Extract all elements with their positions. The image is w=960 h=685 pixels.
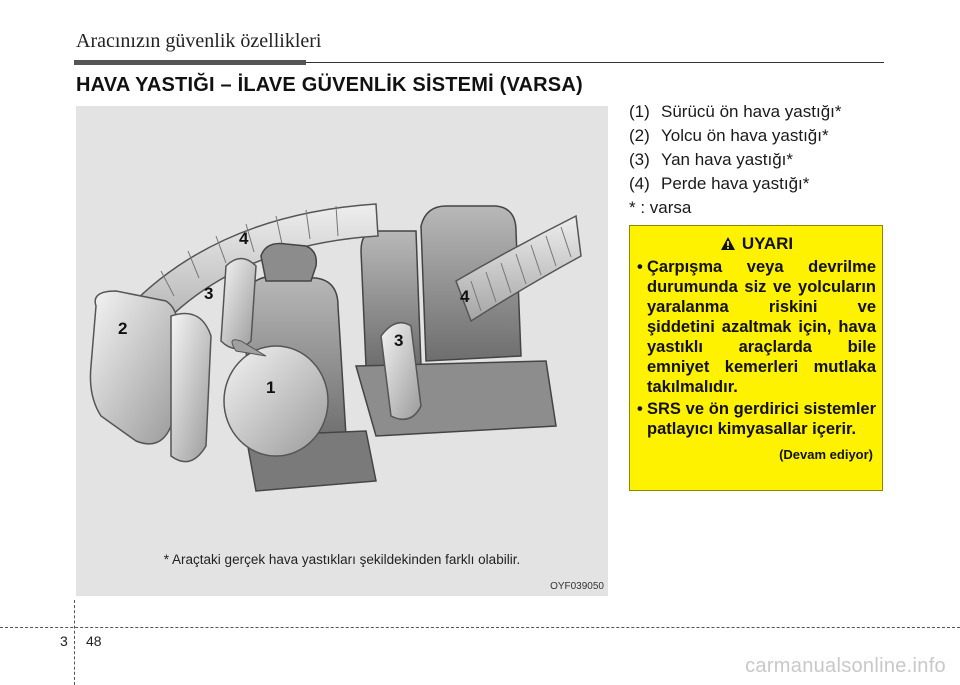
- airbag-legend: [629, 100, 919, 220]
- footer-rule: [0, 627, 960, 628]
- callout-3-left: 3: [204, 284, 214, 303]
- warning-item: [637, 257, 876, 397]
- legend-item: [629, 148, 919, 172]
- legend-item-number: (3): [629, 150, 650, 169]
- warning-triangle-icon: [720, 236, 736, 251]
- legend-item-text: Sürücü ön hava yastığı*: [661, 102, 842, 121]
- legend-item-text: Perde hava yastığı*: [661, 174, 810, 193]
- section-title: HAVA YASTIĞI – İLAVE GÜVENLİK SİSTEMİ (VARSA): [76, 74, 583, 96]
- legend-item: [629, 124, 919, 148]
- legend-item-number: (1): [629, 102, 650, 121]
- callout-4-right: 4: [460, 287, 470, 306]
- warning-item: [637, 399, 876, 439]
- warning-title-text: UYARI: [741, 234, 794, 253]
- footer-vertical-rule: [74, 600, 75, 685]
- legend-item-number: (4): [629, 174, 650, 193]
- callout-4-left: 4: [239, 229, 249, 248]
- legend-item-number: (2): [629, 126, 650, 145]
- header-rule-thick: [74, 60, 306, 65]
- warning-item-text: SRS ve ön gerdirici sistemler patlayıcı kimyasallar içerir.: [647, 400, 876, 438]
- page-number: 48: [86, 633, 102, 649]
- bullet: •: [637, 258, 643, 276]
- figure-code: OYF039050: [550, 581, 604, 592]
- legend-item: [629, 100, 919, 124]
- warning-continued: (Devam ediyor): [779, 447, 873, 462]
- callout-1: 1: [266, 378, 276, 397]
- figure-note: * Araçtaki gerçek hava yastıkları şekildekinden farklı olabilir.: [163, 552, 521, 567]
- legend-item-text: Yolcu ön hava yastığı*: [661, 126, 829, 145]
- warning-title: [637, 234, 876, 254]
- legend-footnote: * : varsa: [629, 198, 692, 217]
- bullet: •: [637, 400, 643, 418]
- callout-3-right: 3: [394, 331, 404, 350]
- header-rule-thin: [306, 62, 884, 63]
- airbag-figure: [76, 106, 608, 596]
- airbag-illustration: [76, 106, 608, 546]
- callout-2: 2: [118, 319, 128, 338]
- chapter-header: Aracınızın güvenlik özellikleri: [76, 30, 322, 52]
- warning-box: [629, 225, 883, 491]
- legend-item-text: Yan hava yastığı*: [661, 150, 793, 169]
- warning-item-text: Çarpışma veya devrilme durumunda siz ve yolcuların yaralanma riskini ve şiddetini azaltmak için, hava yastıklı araçlarda bile emniyet kemerleri mutlaka takılmalıdır.: [647, 258, 876, 396]
- legend-item: [629, 172, 919, 196]
- watermark: carmanualsonline.info: [745, 655, 946, 677]
- page-chapter: 3: [60, 633, 68, 649]
